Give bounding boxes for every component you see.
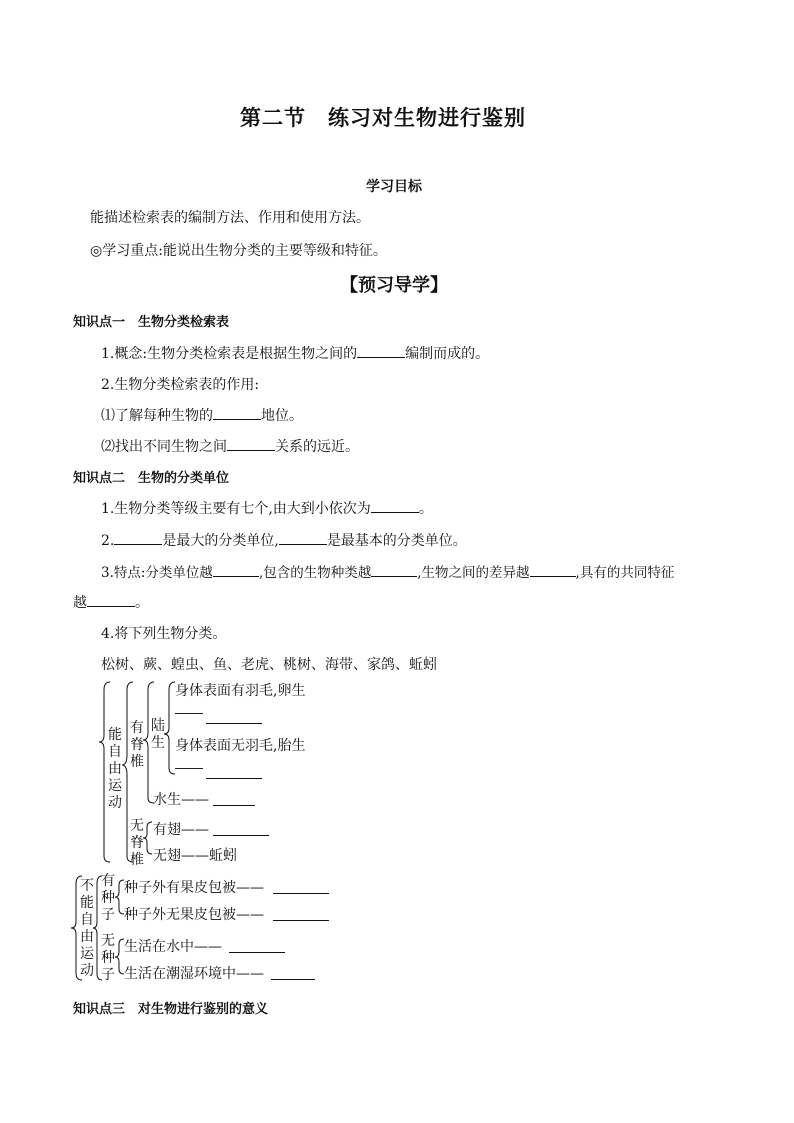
label-invertebrate: 无脊椎 (130, 818, 144, 868)
answer-blank[interactable] (229, 952, 285, 953)
kp2-q2-text: 2. (101, 533, 115, 549)
answer-blank[interactable] (271, 979, 315, 980)
kp2-q3-text-c: ,生物之间的差异越 (417, 565, 530, 581)
dash-line (175, 768, 203, 769)
page-title: 第二节 练习对生物进行鉴别 (240, 105, 526, 130)
kp2-q2-text-mid: 是最大的分类单位, (162, 533, 279, 549)
kp2-q1-text: 1.生物分类等级主要有七个,由大到小依次为 (101, 501, 371, 517)
kp1-q2-2-text-end: 关系的远近。 (275, 439, 359, 455)
label-land: 陆生 (151, 718, 165, 751)
leaf-moist: 生活在潮湿环境中—— (124, 966, 264, 982)
preview-heading: 【预习导学】 (340, 275, 448, 296)
leaf-enclosed-seeds: 种子外有果皮包被—— (124, 880, 264, 896)
objective-line-2: ◎学习重点:能说出生物分类的主要等级和特征。 (90, 243, 387, 259)
kp2-q3-text-b: ,包含的生物种类越 (258, 565, 372, 581)
kp2-q3-text-f: 。 (135, 595, 149, 611)
kp2-q1-text-end: 。 (418, 501, 433, 517)
kp1-q2-2-text: ⑵找出不同生物之间 (101, 439, 227, 455)
answer-blank[interactable] (206, 723, 262, 724)
leaf-aquatic: 水生—— (153, 792, 209, 808)
dash-line (175, 713, 203, 714)
kp1-q2-1-text: ⑴了解每种生物的 (101, 408, 213, 424)
kp1-q2: 2.生物分类检索表的作用: (101, 377, 260, 393)
answer-blank[interactable] (213, 835, 269, 836)
leaf-feathers: 身体表面有羽毛,卵生 (175, 683, 306, 699)
kp2-q3-text-a: 3.特点:分类单位越 (101, 565, 213, 581)
leaf-no-feathers: 身体表面无羽毛,胎生 (175, 738, 306, 754)
kp2-heading: 知识点二 生物的分类单位 (73, 471, 230, 486)
kp1-q2-1-text-end: 地位。 (261, 408, 303, 424)
kp2-q2-text-end: 是最基本的分类单位。 (326, 533, 467, 549)
kp2-q3-text-e: 越 (73, 595, 87, 611)
leaf-wings: 有翅—— (153, 822, 209, 838)
leaf-no-wings: 无翅——蚯蚓 (153, 848, 237, 864)
kp3-heading: 知识点三 对生物进行鉴别的意义 (73, 1002, 269, 1017)
answer-blank[interactable] (273, 893, 329, 894)
answer-blank[interactable] (206, 778, 262, 779)
leaf-naked-seeds: 种子外无果皮包被—— (124, 907, 264, 923)
kp1-q1-text-end: 编制而成的。 (405, 346, 490, 362)
label-can-move: 能自由运动 (108, 727, 122, 811)
answer-blank[interactable] (273, 920, 329, 921)
objective-line-1: 能描述检索表的编制方法、作用和使用方法。 (90, 210, 370, 226)
label-vertebrate: 有脊椎 (130, 720, 144, 770)
objectives-heading: 学习目标 (366, 179, 422, 195)
organism-list: 松树、蕨、蝗虫、鱼、老虎、桃树、海带、家鸽、蚯蚓 (101, 657, 437, 673)
label-seeds: 有种子 (101, 873, 115, 923)
label-cannot-move: 不能自由运动 (80, 878, 94, 979)
leaf-water: 生活在水中—— (124, 939, 222, 955)
kp1-q1-text: 1.概念:生物分类检索表是根据生物之间的 (101, 346, 358, 362)
kp1-heading: 知识点一 生物分类检索表 (73, 315, 230, 330)
answer-blank[interactable] (213, 805, 255, 806)
kp2-q4: 4.将下列生物分类。 (101, 626, 227, 642)
label-no-seeds: 无种子 (101, 933, 115, 983)
kp2-q3-text-d: ,具有的共同特征 (575, 565, 675, 581)
